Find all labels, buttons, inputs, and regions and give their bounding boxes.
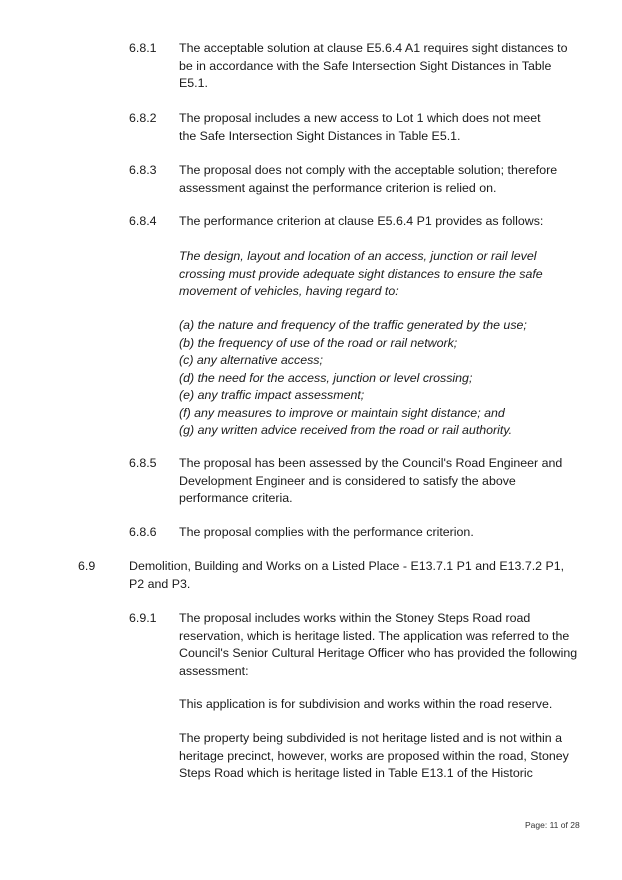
clause-number: 6.8.6 (129, 525, 157, 539)
quote-line: movement of vehicles, having regard to: (179, 284, 399, 298)
text-line: reservation, which is heritage listed. The application was referred to the (179, 628, 570, 643)
clause-number: 6.8.4 (129, 214, 157, 228)
criteria-list (179, 317, 527, 440)
list-item: (c) any alternative access; (179, 353, 323, 367)
text-line: E5.1. (179, 76, 208, 90)
list-item: (a) the nature and frequency of the traffic generated by the use; (179, 318, 527, 332)
text-line: The performance criterion at clause E5.6.4 P1 provides as follows: (179, 214, 544, 228)
paragraph (179, 730, 569, 783)
text-line: assessment: (179, 663, 249, 678)
clause-text (179, 110, 541, 145)
text-line: The proposal includes works within the Stoney Steps Road road (179, 611, 531, 625)
text-line: Steps Road which is heritage listed in Table E13.1 of the Historic (179, 766, 533, 780)
quoted-criterion (179, 248, 543, 301)
text-line: assessment against the performance criterion is relied on. (179, 180, 497, 195)
text-line: The acceptable solution at clause E5.6.4 A1 requires sight distances to (179, 41, 568, 55)
text-line: The proposal complies with the performance criterion. (179, 525, 474, 539)
text-line: the Safe Intersection Sight Distances in Table E5.1. (179, 128, 461, 143)
text-line: performance criteria. (179, 491, 293, 505)
clause-number: 6.8.1 (129, 41, 157, 55)
text-line: Development Engineer and is considered to satisfy the above (179, 473, 516, 488)
clause-text (179, 40, 567, 93)
text-line: Council's Senior Cultural Heritage Officer who has provided the following (179, 646, 578, 660)
text-line: P2 and P3. (129, 576, 191, 591)
text-line: The property being subdivided is not heritage listed and is not within a (179, 731, 562, 745)
section-number: 6.9 (78, 559, 96, 573)
clause-number: 6.8.3 (129, 163, 157, 177)
clause-number: 6.8.5 (129, 456, 157, 470)
clause-text (179, 610, 577, 680)
text-line: Demolition, Building and Works on a Listed Place - E13.7.1 P1 and E13.7.2 P1, (129, 559, 565, 573)
text-line: heritage precinct, however, works are proposed within the road, Stoney (179, 748, 569, 763)
clause-text (179, 213, 543, 231)
text-line: This application is for subdivision and works within the road reserve. (179, 697, 553, 711)
clause-number: 6.9.1 (129, 611, 157, 625)
list-item: (g) any written advice received from the road or rail authority. (179, 423, 513, 437)
paragraph (179, 696, 552, 714)
list-item: (d) the need for the access, junction or level crossing; (179, 370, 473, 385)
page-number: Page: 11 of 28 (525, 820, 580, 830)
section-heading (129, 558, 564, 593)
text-line: The proposal does not comply with the acceptable solution; therefore (179, 163, 558, 177)
quote-line: crossing must provide adequate sight distances to ensure the safe (179, 266, 543, 281)
list-item: (f) any measures to improve or maintain sight distance; and (179, 405, 505, 420)
quote-line: The design, layout and location of an access, junction or rail level (179, 249, 537, 263)
list-item: (e) any traffic impact assessment; (179, 388, 365, 402)
text-line: The proposal includes a new access to Lot 1 which does not meet (179, 111, 541, 125)
clause-text (179, 524, 474, 542)
text-line: The proposal has been assessed by the Council's Road Engineer and (179, 456, 563, 470)
clause-text (179, 162, 557, 197)
clause-text (179, 455, 562, 508)
list-item: (b) the frequency of use of the road or rail network; (179, 335, 458, 350)
clause-number: 6.8.2 (129, 111, 157, 125)
text-line: be in accordance with the Safe Intersection Sight Distances in Table (179, 58, 552, 73)
